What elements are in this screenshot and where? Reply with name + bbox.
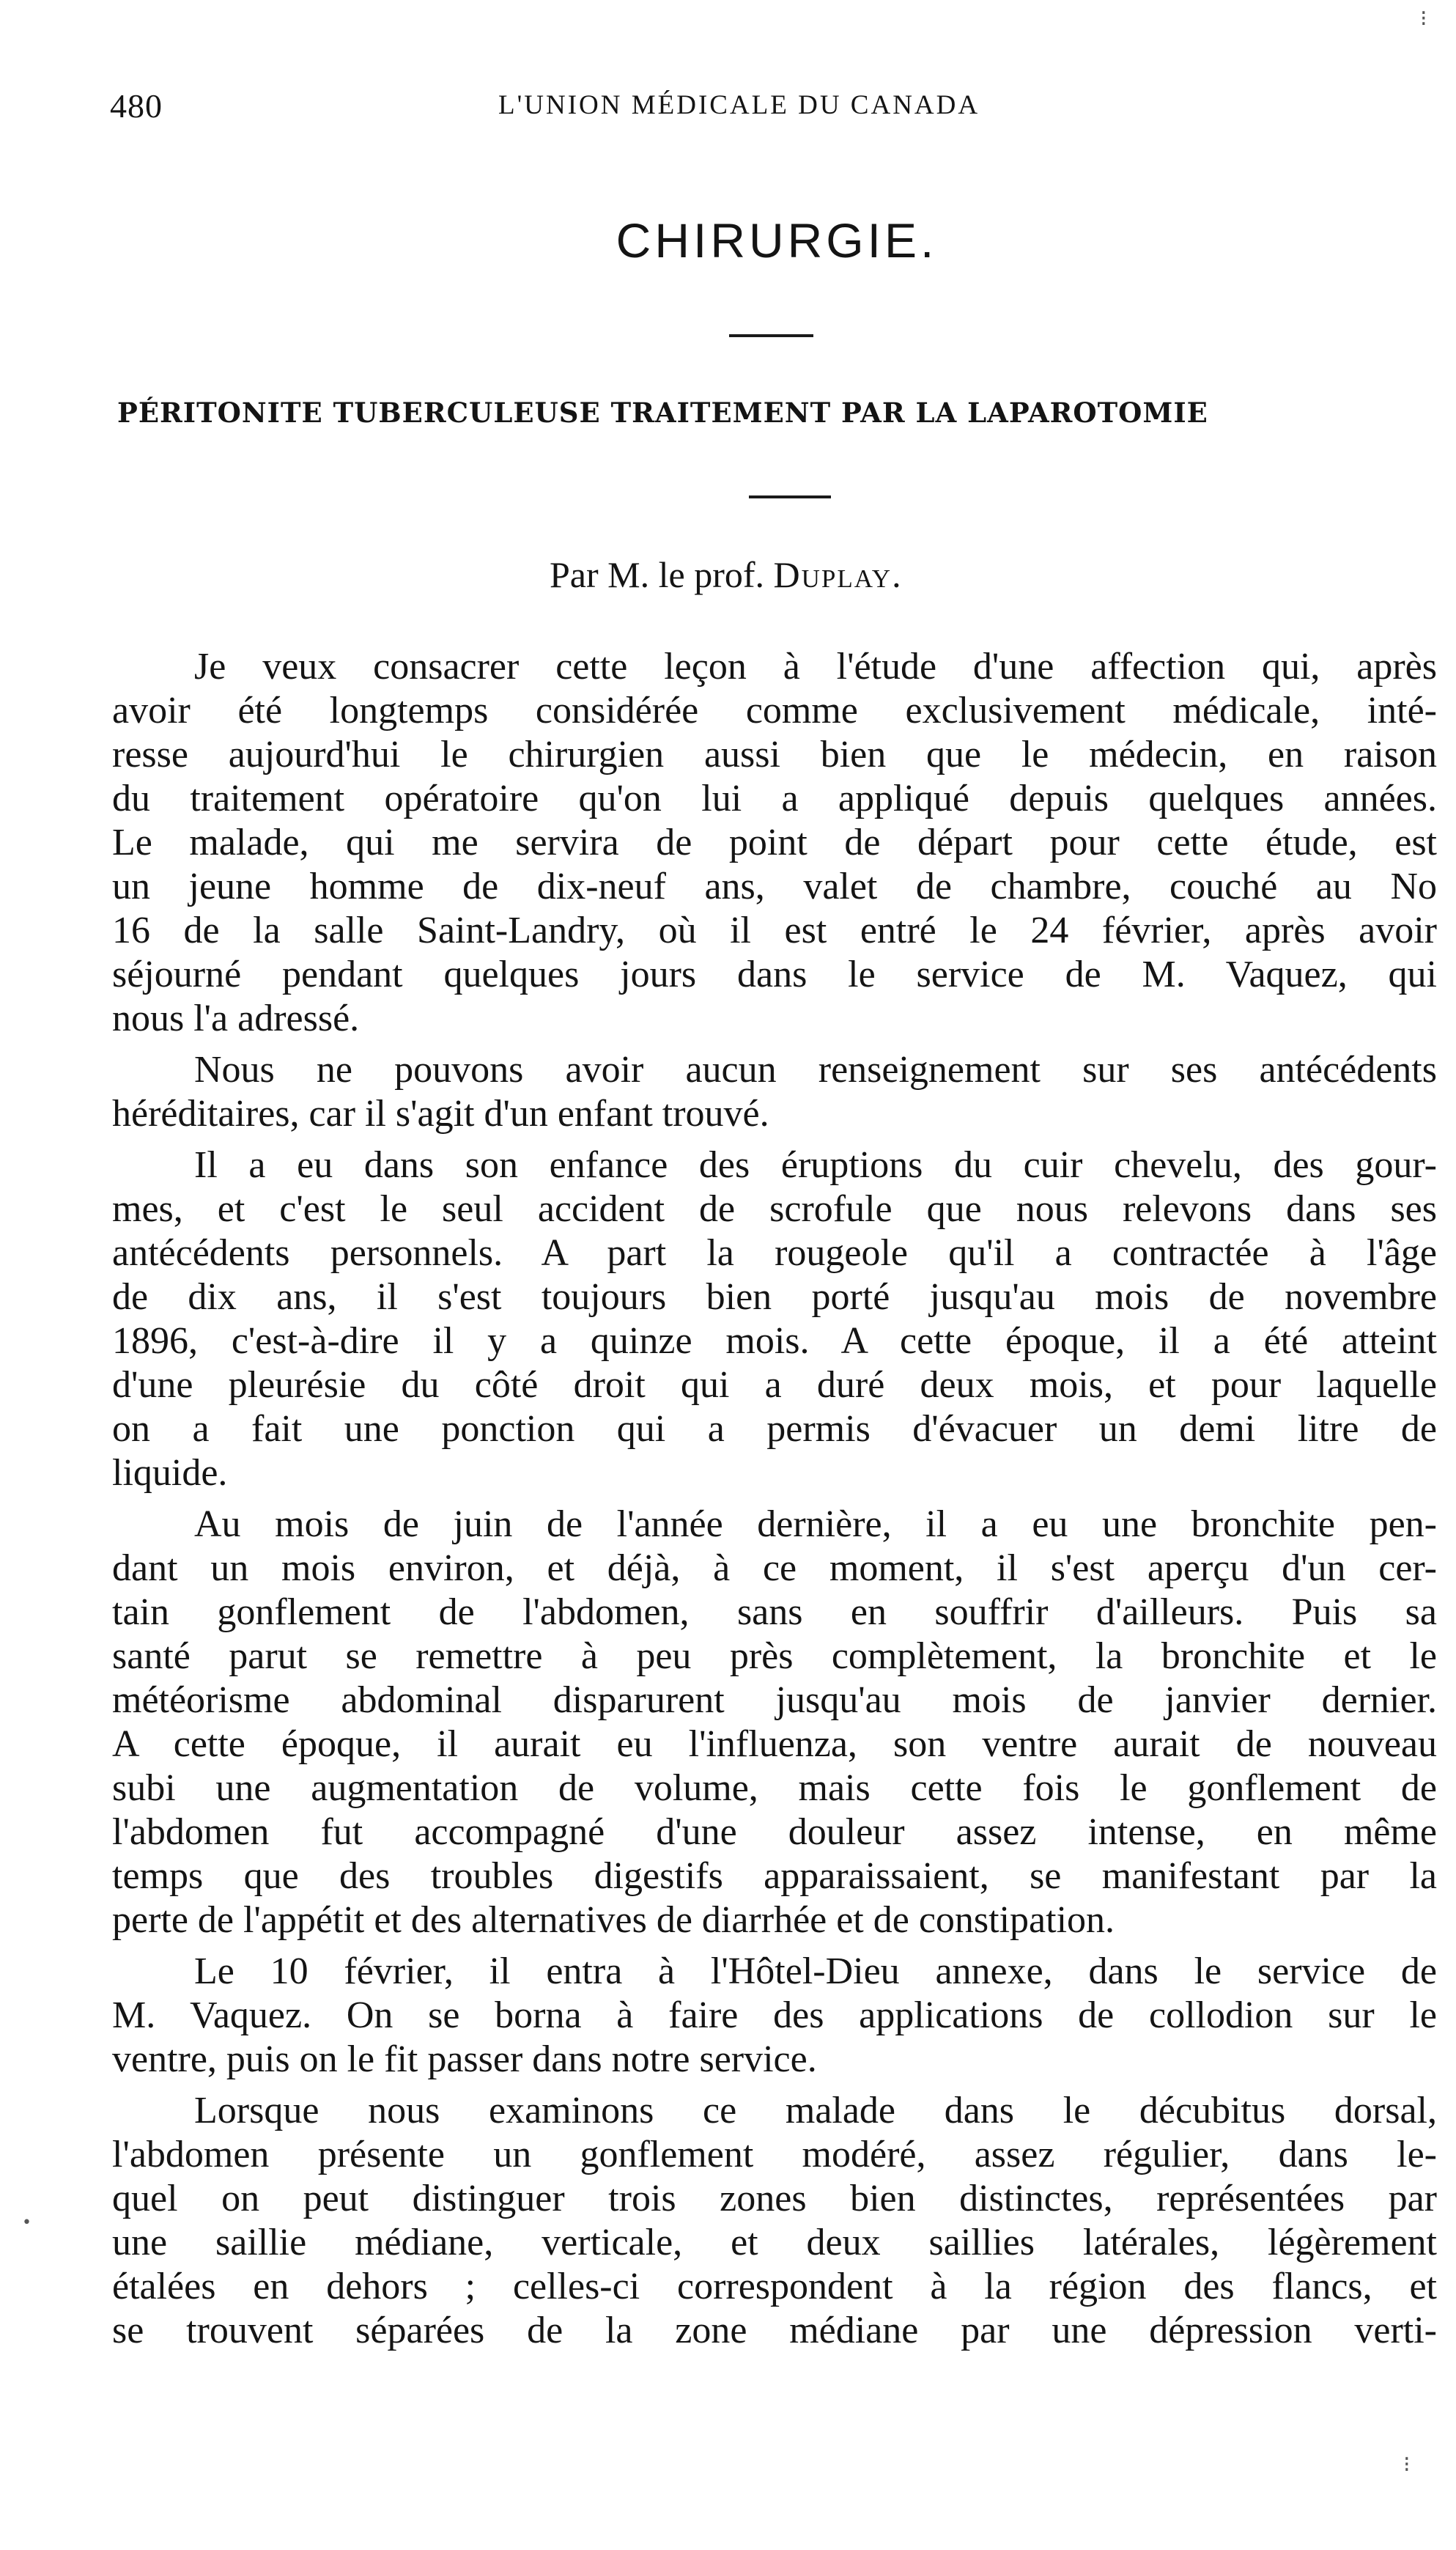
- text-line: avoir été longtemps considérée comme exclusivement médicale, inté-: [112, 690, 1437, 732]
- text-line: 1896, c'est-à-dire il y a quinze mois. A cette époque, il a été atteint: [112, 1320, 1437, 1362]
- text-line: une saillie médiane, verticale, et deux saillies latérales, légèrement: [112, 2222, 1437, 2263]
- text-line: perte de l'appétit et des alternatives de diarrhée et de constipation.: [112, 1899, 1115, 1941]
- text-line: de dix ans, il s'est toujours bien porté jusqu'au mois de novembre: [112, 1276, 1437, 1318]
- text-line: A cette époque, il aurait eu l'influenza, son ventre aurait de nouveau: [112, 1723, 1437, 1765]
- text-line: nous l'a adressé.: [112, 998, 360, 1039]
- text-line: Le 10 février, il entra à l'Hôtel-Dieu annexe, dans le service de: [194, 1950, 1437, 1992]
- byline: [550, 553, 903, 596]
- text-line: un jeune homme de dix-neuf ans, valet de chambre, couché au No: [112, 866, 1437, 907]
- text-line: temps que des troubles digestifs apparaissaient, se manifestant par la: [112, 1855, 1437, 1897]
- title-rule-bottom: [749, 495, 831, 498]
- text-line: étalées en dehors ; celles-ci correspondent à la région des flancs, et: [112, 2266, 1437, 2307]
- text-line: l'abdomen présente un gonflement modéré, assez régulier, dans le-: [112, 2134, 1437, 2175]
- title-rule-top: [729, 334, 813, 337]
- text-line: héréditaires, car il s'agit d'un enfant trouvé.: [112, 1093, 769, 1135]
- text-line: on a fait une ponction qui a permis d'évacuer un demi litre de: [112, 1408, 1437, 1450]
- byline-author: Duplay.: [773, 554, 903, 595]
- text-line: subi une augmentation de volume, mais cette fois le gonflement de: [112, 1767, 1437, 1809]
- text-line: météorisme abdominal disparurent jusqu'au mois de janvier dernier.: [112, 1679, 1437, 1721]
- text-line: quel on peut distinguer trois zones bien distinctes, représentées par: [112, 2178, 1437, 2219]
- text-line: Je veux consacrer cette leçon à l'étude d'une affection qui, après: [194, 646, 1437, 688]
- journal-title: L'UNION MÉDICALE DU CANADA: [498, 90, 980, 120]
- article-body: [112, 645, 1437, 2353]
- text-line: dant un mois environ, et déjà, à ce moment, il s'est aperçu d'un cer-: [112, 1547, 1437, 1589]
- text-line: tain gonflement de l'abdomen, sans en souffrir d'ailleurs. Puis sa: [112, 1591, 1437, 1633]
- text-line: Lorsque nous examinons ce malade dans le décubitus dorsal,: [194, 2090, 1437, 2131]
- text-line: se trouvent séparées de la zone médiane par une dépression verti-: [112, 2310, 1437, 2351]
- text-line: d'une pleurésie du côté droit qui a duré deux mois, et pour laquelle: [112, 1364, 1437, 1406]
- scan-speck: ⁝: [1420, 6, 1427, 32]
- text-line: Au mois de juin de l'année dernière, il a eu une bronchite pen-: [194, 1503, 1437, 1545]
- text-line: ventre, puis on le fit passer dans notre service.: [112, 2038, 817, 2080]
- article-title: PÉRITONITE TUBERCULEUSE TRAITEMENT PAR LA LAPAROTOMIE: [117, 397, 1208, 429]
- text-line: 16 de la salle Saint-Landry, où il est entré le 24 février, après avoir: [112, 910, 1437, 951]
- text-line: mes, et c'est le seul accident de scrofule que nous relevons dans ses: [112, 1188, 1437, 1230]
- text-line: liquide.: [112, 1452, 228, 1494]
- page-number: 480: [110, 87, 163, 125]
- text-line: M. Vaquez. On se borna à faire des applications de collodion sur le: [112, 1994, 1437, 2036]
- text-line: l'abdomen fut accompagné d'une douleur assez intense, en même: [112, 1811, 1437, 1853]
- text-line: santé parut se remettre à peu près complètement, la bronchite et le: [112, 1635, 1437, 1677]
- text-line: du traitement opératoire qu'on lui a appliqué depuis quelques années.: [112, 778, 1437, 819]
- text-line: antécédents personnels. A part la rougeole qu'il a contractée à l'âge: [112, 1232, 1437, 1274]
- text-line: resse aujourd'hui le chirurgien aussi bien que le médecin, en raison: [112, 734, 1437, 775]
- byline-prefix: Par M. le prof.: [550, 554, 774, 595]
- text-line: Nous ne pouvons avoir aucun renseignement sur ses antécédents: [194, 1049, 1437, 1091]
- scan-speck: ⁝: [1403, 2452, 1411, 2477]
- text-line: Le malade, qui me servira de point de départ pour cette étude, est: [112, 822, 1437, 863]
- text-line: Il a eu dans son enfance des éruptions du cuir chevelu, des gour-: [194, 1144, 1437, 1186]
- running-head: [110, 86, 1121, 130]
- scan-speck: •: [22, 2214, 32, 2232]
- section-title: CHIRURGIE.: [616, 213, 938, 268]
- text-line: séjourné pendant quelques jours dans le service de M. Vaquez, qui: [112, 954, 1437, 995]
